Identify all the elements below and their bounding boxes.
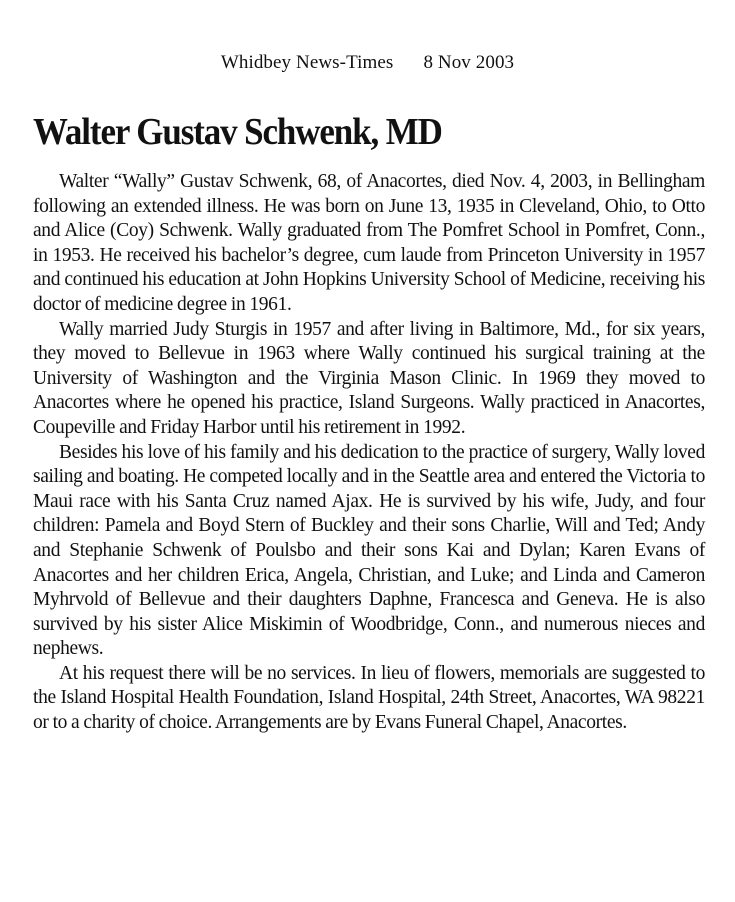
publication-date: 8 Nov 2003 bbox=[423, 52, 515, 73]
masthead bbox=[0, 52, 735, 74]
obituary-paragraph-2: Wally married Judy Sturgis in 1957 and after living in Baltimore, Md., for six years, they moved to Bellevue in 1963 where Wally continued his surgical training at the University of Washington and the Virginia Mason Clinic. In 1969 they moved to Anacortes where he opened his practice, Island Surgeons. Wally practiced in Anacortes, Coupeville and Friday Harbor until his retirement in 1992. bbox=[33, 318, 705, 438]
obituary-paragraph-1: Walter “Wally” Gustav Schwenk, 68, of Anacortes, died Nov. 4, 2003, in Bellingham following an extended illness. He was born on June 13, 1935 in Cleveland, Ohio, to Otto and Alice (Coy) Schwenk. Wally graduated from The Pomfret School in Pomfret, Conn., in 1953. He received his bachelor’s degree, cum laude from Princeton University in 1957 and continued his education at John Hopkins University School of Medicine, receiving his doctor of medicine degree in 1961. bbox=[33, 171, 705, 315]
obituary-headline: Walter Gustav Schwenk, MD bbox=[33, 111, 442, 153]
obituary-paragraph-4: At his request there will be no services. In lieu of flowers, memorials are suggested to the Island Hospital Health Foundation, Island Hospital, 24th Street, Anacortes, WA 98221 or to a charity of choice. Arrangements are by Evans Funeral Chapel, Anacortes. bbox=[33, 662, 705, 734]
obituary-paragraph-3: Besides his love of his family and his dedication to the practice of surgery, Wally loved sailing and boating. He competed locally and in the Seattle area and entered the Victoria to Maui race with his Santa Cruz named Ajax. He is survived by his wife, Judy, and four children: Pamela and Boyd Stern of Buckley and their sons Charlie, Will and Ted; Andy and Stephanie Schwenk of Poulsbo and their sons Kai and Dylan; Karen Evans of Anacortes and her children Erica, Angela, Christian, and Luke; and Linda and Cameron Myhrvold of Bellevue and their daughters Daphne, Francesca and Geneva. He is also survived by his sister Alice Miskimin of Woodbridge, Conn., and numerous nieces and nephews. bbox=[33, 441, 705, 660]
publication-name: Whidbey News-Times bbox=[220, 52, 394, 73]
obituary-body bbox=[33, 170, 705, 736]
